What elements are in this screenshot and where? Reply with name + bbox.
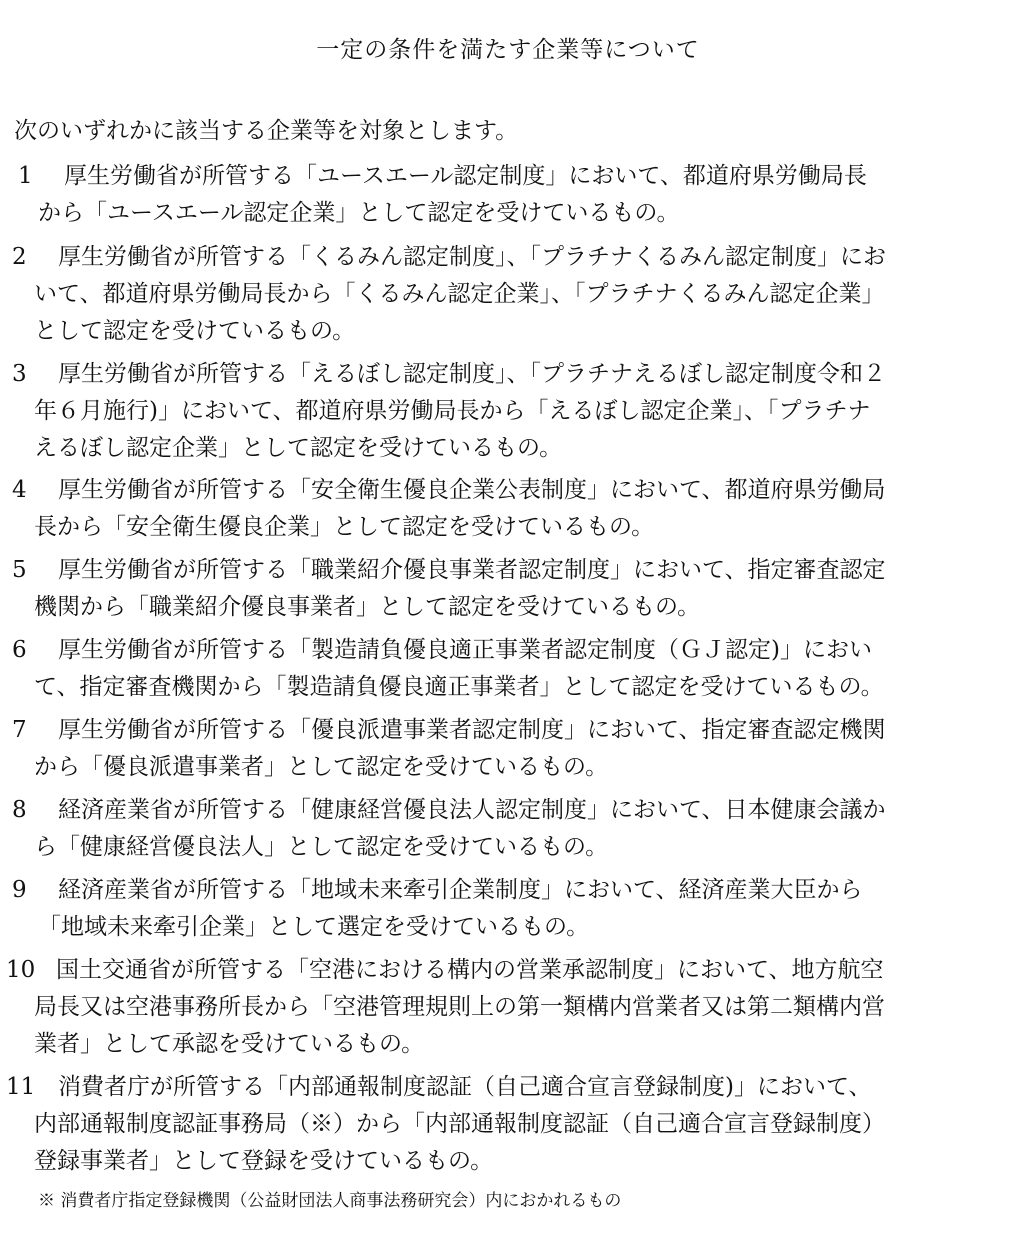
item-number: 8 [12, 797, 27, 823]
item-number: 2 [12, 244, 27, 270]
item-text-line: 厚生労働省が所管する「優良派遣事業者認定制度」において、指定審査認定機関 [58, 717, 886, 743]
item-text-line: 年６月施行)」において、都道府県労働局長から「えるぼし認定企業」、「プラチナ [34, 398, 871, 424]
item-number: 10 [6, 957, 36, 983]
item-number: 1 [18, 163, 33, 189]
item-text-line: 消費者庁が所管する「内部通報制度認証（自己適合宣言登録制度)」において、 [58, 1074, 872, 1100]
item-text-line: 厚生労働省が所管する「くるみん認定制度」、「プラチナくるみん認定制度」にお [58, 244, 886, 270]
item-text-line: から「ユースエール認定企業」として認定を受けているもの。 [38, 200, 680, 226]
item-text-line: 厚生労働省が所管する「えるぼし認定制度」、「プラチナえるぼし認定制度令和２ [58, 361, 886, 387]
item-number: 4 [12, 477, 27, 503]
item-text-line: 登録事業者」として登録を受けているもの。 [34, 1148, 494, 1174]
item-text-line: として認定を受けているもの。 [34, 318, 356, 344]
item-text-line: 「地域未来牽引企業」として選定を受けているもの。 [38, 914, 590, 940]
item-text-line: えるぼし認定企業」として認定を受けているもの。 [34, 435, 563, 461]
item-number: 3 [12, 361, 27, 387]
item-text-line: 機関から「職業紹介優良事業者」として認定を受けているもの。 [34, 594, 701, 620]
item-text-line: 国土交通省が所管する「空港における構内の営業承認制度」において、地方航空 [56, 957, 884, 983]
item-text-line: 長から「安全衛生優良企業」として認定を受けているもの。 [34, 514, 655, 540]
item-number: 9 [12, 877, 27, 903]
item-text-line: 内部通報制度認証事務局（※）から「内部通報制度認証（自己適合宣言登録制度） [34, 1111, 885, 1137]
item-number: 6 [12, 637, 27, 663]
item-text-line: 経済産業省が所管する「健康経営優良法人認定制度」において、日本健康会議か [58, 797, 886, 823]
item-text-line: 厚生労働省が所管する「ユースエール認定制度」において、都道府県労働局長 [64, 163, 867, 189]
item-number: 7 [12, 717, 27, 743]
item-text-line: いて、都道府県労働局長から「くるみん認定企業」、「プラチナくるみん認定企業」 [34, 281, 885, 307]
item-text-line: から「優良派遣事業者」として認定を受けているもの。 [34, 754, 609, 780]
item-text-line: ら「健康経営優良法人」として認定を受けているもの。 [34, 834, 609, 860]
item-text-line: 業者」として承認を受けているもの。 [34, 1031, 425, 1057]
item-text-line: て、指定審査機関から「製造請負優良適正事業者」として認定を受けているもの。 [34, 674, 884, 700]
item-text-line: 厚生労働省が所管する「職業紹介優良事業者認定制度」において、指定審査認定 [58, 557, 886, 583]
page-title: 一定の条件を満たす企業等について [316, 37, 700, 63]
item-text-line: 厚生労働省が所管する「製造請負優良適正事業者認定制度（ＧＪ認定)」におい [58, 637, 872, 663]
item-text-line: 局長又は空港事務所長から「空港管理規則上の第一類構内営業者又は第二類構内営 [34, 994, 885, 1020]
item-text-line: 厚生労働省が所管する「安全衛生優良企業公表制度」において、都道府県労働局 [58, 477, 886, 503]
item-text-line: 経済産業省が所管する「地域未来牽引企業制度」において、経済産業大臣から [58, 877, 863, 903]
intro-text: 次のいずれかに該当する企業等を対象とします。 [14, 118, 519, 144]
item-number: 11 [6, 1074, 36, 1100]
footnote: ※ 消費者庁指定登録機関（公益財団法人商事法務研究会）内におかれるもの [38, 1191, 622, 1211]
item-number: 5 [12, 557, 27, 583]
